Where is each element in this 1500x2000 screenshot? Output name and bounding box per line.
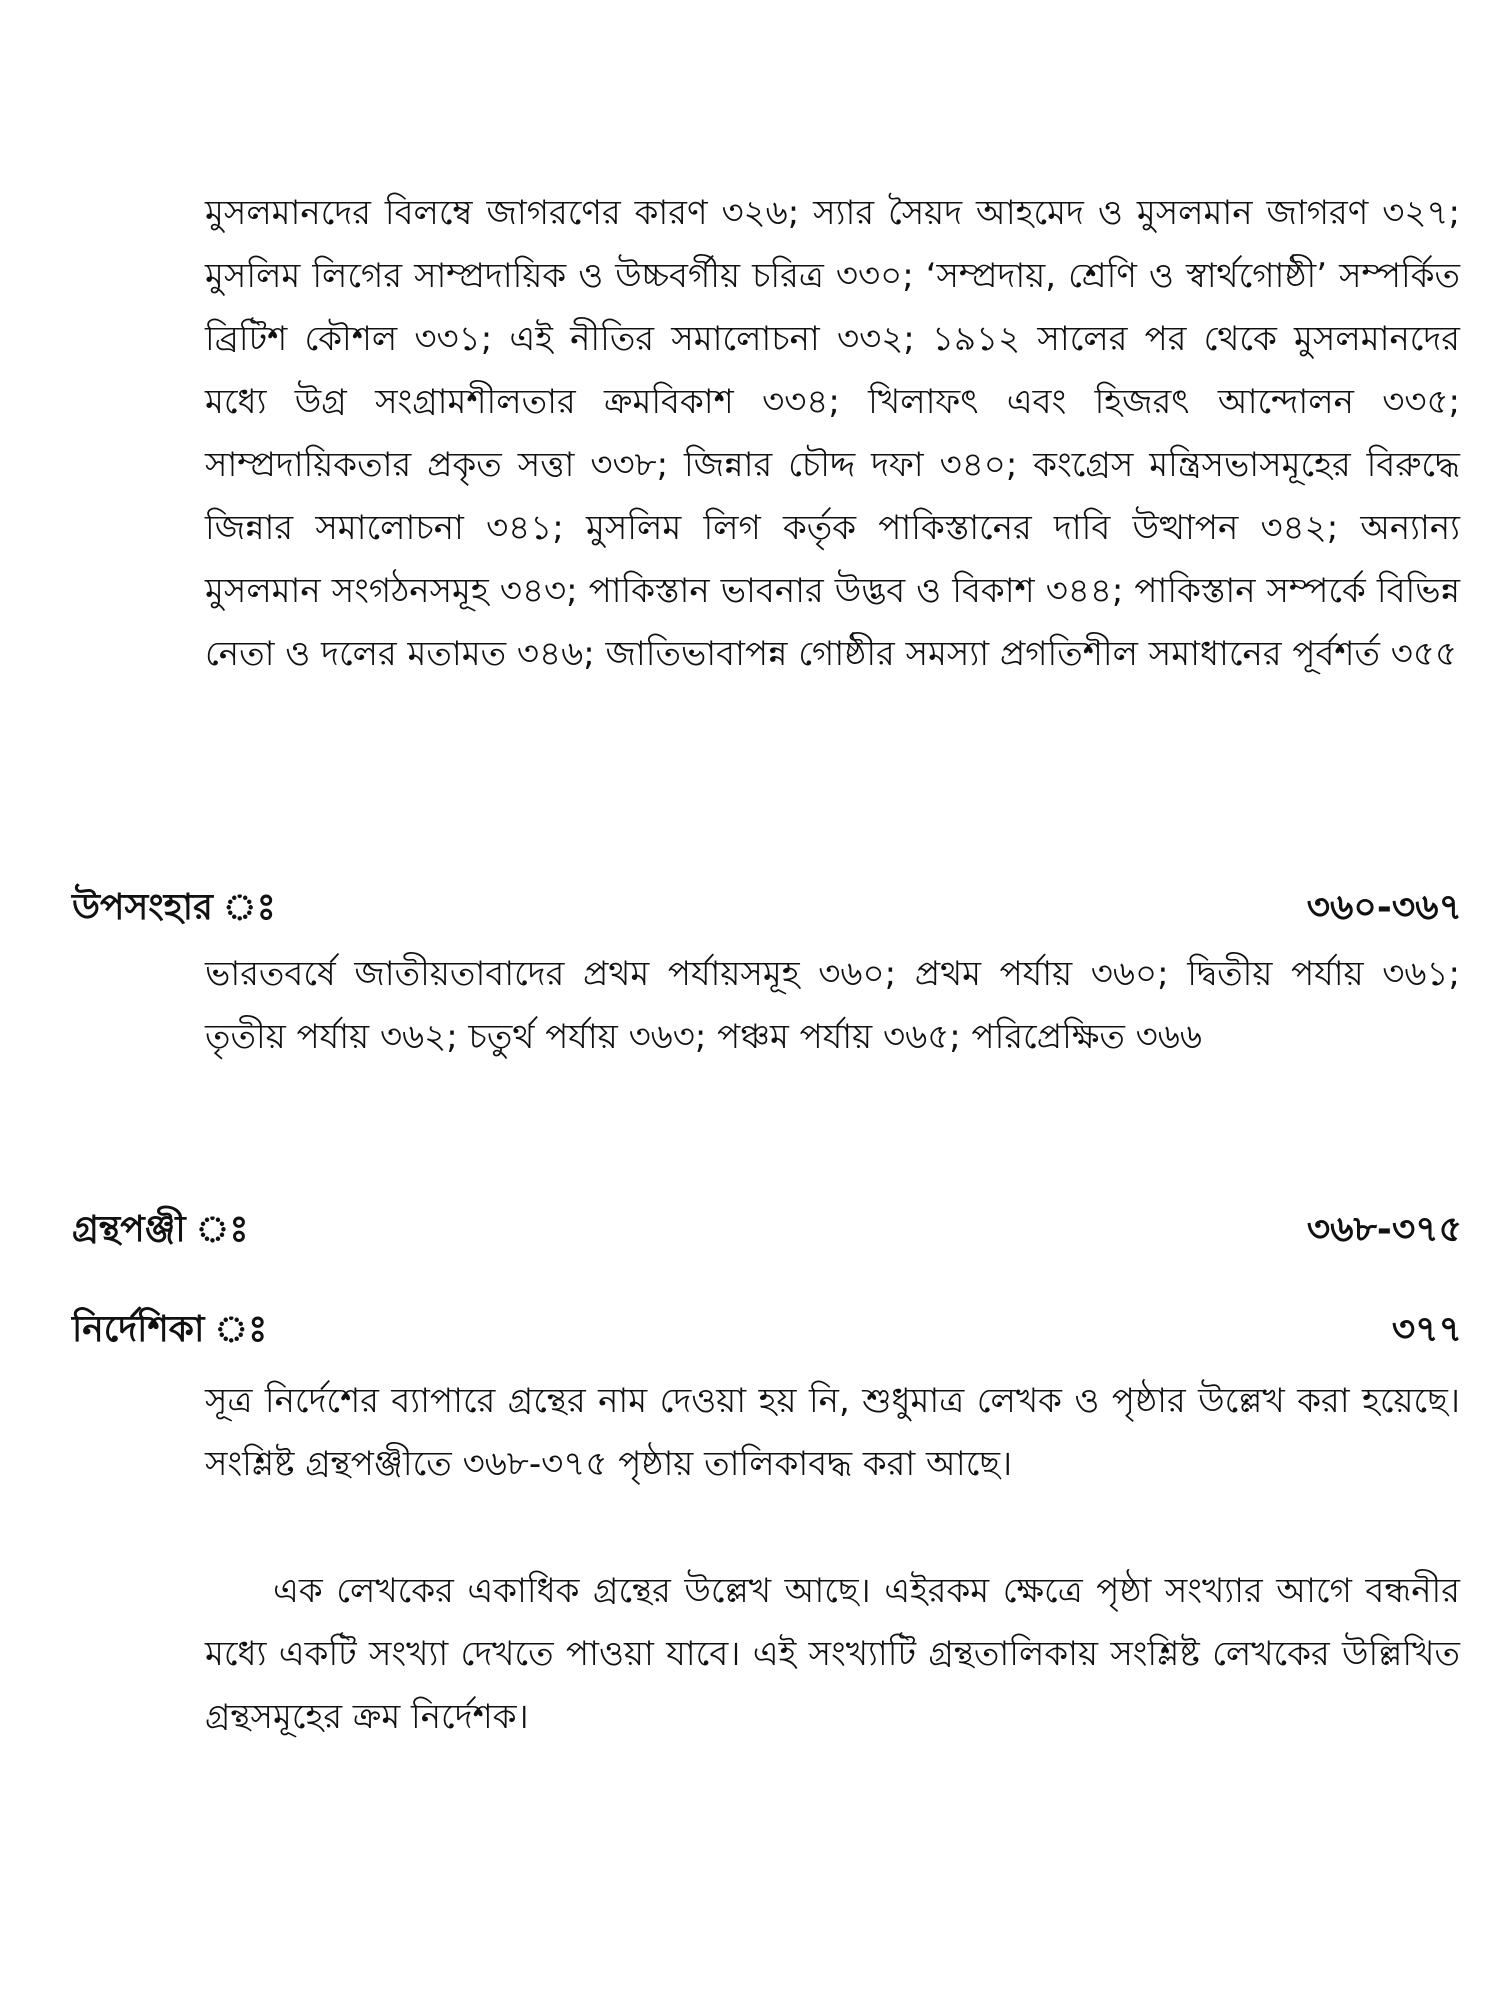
section-page-range: ৩৬৮-৩৭৫ — [1306, 1209, 1462, 1250]
section-heading-nirdeshika — [72, 1300, 1462, 1360]
section-title: নির্দেশিকা ঃ — [72, 1309, 268, 1350]
section-heading-granthapanji — [72, 1200, 1462, 1260]
index-note-paragraph-1: সূত্র নির্দেশের ব্যাপারে গ্রন্থের নাম দেওয়া হয় নি, শুধুমাত্র লেখক ও পৃষ্ঠার উল্লেখ করা হয়েছে। সংশ্লিষ্ট গ্রন্থপঞ্জীতে ৩৬৮-৩৭৫ পৃষ্ঠায় তালিকাবদ্ধ করা আছে। — [205, 1381, 1460, 1484]
section-title: উপসংহার ঃ — [72, 887, 276, 928]
contents-paragraph-chapter-topics: মুসলমানদের বিলম্বে জাগরণের কারণ ৩২৬; স্যার সৈয়দ আহমেদ ও মুসলমান জাগরণ ৩২৭; মুসলিম লিগের সাম্প্রদায়িক ও উচ্চবর্গীয় চরিত্র ৩৩০; ‘সম্প্রদায়, শ্রেণি ও স্বার্থগোষ্ঠী’ সম্পর্কিত ব্রিটিশ কৌশল ৩৩১; এই নীতির সমালোচনা ৩৩২; ১৯১২ সালের পর থেকে মুসলমানদের মধ্যে উগ্র সংগ্রামশীলতার ক্রমবিকাশ ৩৩৪; খিলাফৎ এবং হিজরৎ আন্দোলন ৩৩৫; সাম্প্রদায়িকতার প্রকৃত সত্তা ৩৩৮; জিন্নার চৌদ্দ দফা ৩৪০; কংগ্রেস মন্ত্রিসভাসমূহের বিরুদ্ধে জিন্নার সমালোচনা ৩৪১; মুসলিম লিগ কর্তৃক পাকিস্তানের দাবি উত্থাপন ৩৪২; অন্যান্য মুসলমান সংগঠনসমূহ ৩৪৩; পাকিস্তান ভাবনার উদ্ভব ও বিকাশ ৩৪৪; পাকিস্তান সম্পর্কে বিভিন্ন নেতা ও দলের মতামত ৩৪৬; জাতিভাবাপন্ন গোষ্ঠীর সমস্যা প্রগতিশীল সমাধানের পূর্বশর্ত ৩৫৫ — [205, 193, 1460, 674]
contents-paragraph-upasamhar: ভারতবর্ষে জাতীয়তাবাদের প্রথম পর্যায়সমূহ ৩৬০; প্রথম পর্যায় ৩৬০; দ্বিতীয় পর্যায় ৩৬১; তৃতীয় পর্যায় ৩৬২; চতুর্থ পর্যায় ৩৬৩; পঞ্চম পর্যায় ৩৬৫; পরিপ্রেক্ষিত ৩৬৬ — [205, 954, 1460, 1057]
index-note-paragraph-2: এক লেখকের একাধিক গ্রন্থের উল্লেখ আছে। এইরকম ক্ষেত্রে পৃষ্ঠা সংখ্যার আগে বন্ধনীর মধ্যে একটি সংখ্যা দেখতে পাওয়া যাবে। এই সংখ্যাটি গ্রন্থতালিকায় সংশ্লিষ্ট লেখকের উল্লিখিত গ্রন্থসমূহের ক্রম নির্দেশক। — [205, 1571, 1460, 1737]
section-heading-upasamhar — [72, 878, 1462, 938]
section-title: গ্রন্থপঞ্জী ঃ — [72, 1209, 249, 1250]
section-page-range: ৩৬০-৩৬৭ — [1306, 887, 1462, 928]
section-page-range: ৩৭৭ — [1391, 1309, 1462, 1350]
